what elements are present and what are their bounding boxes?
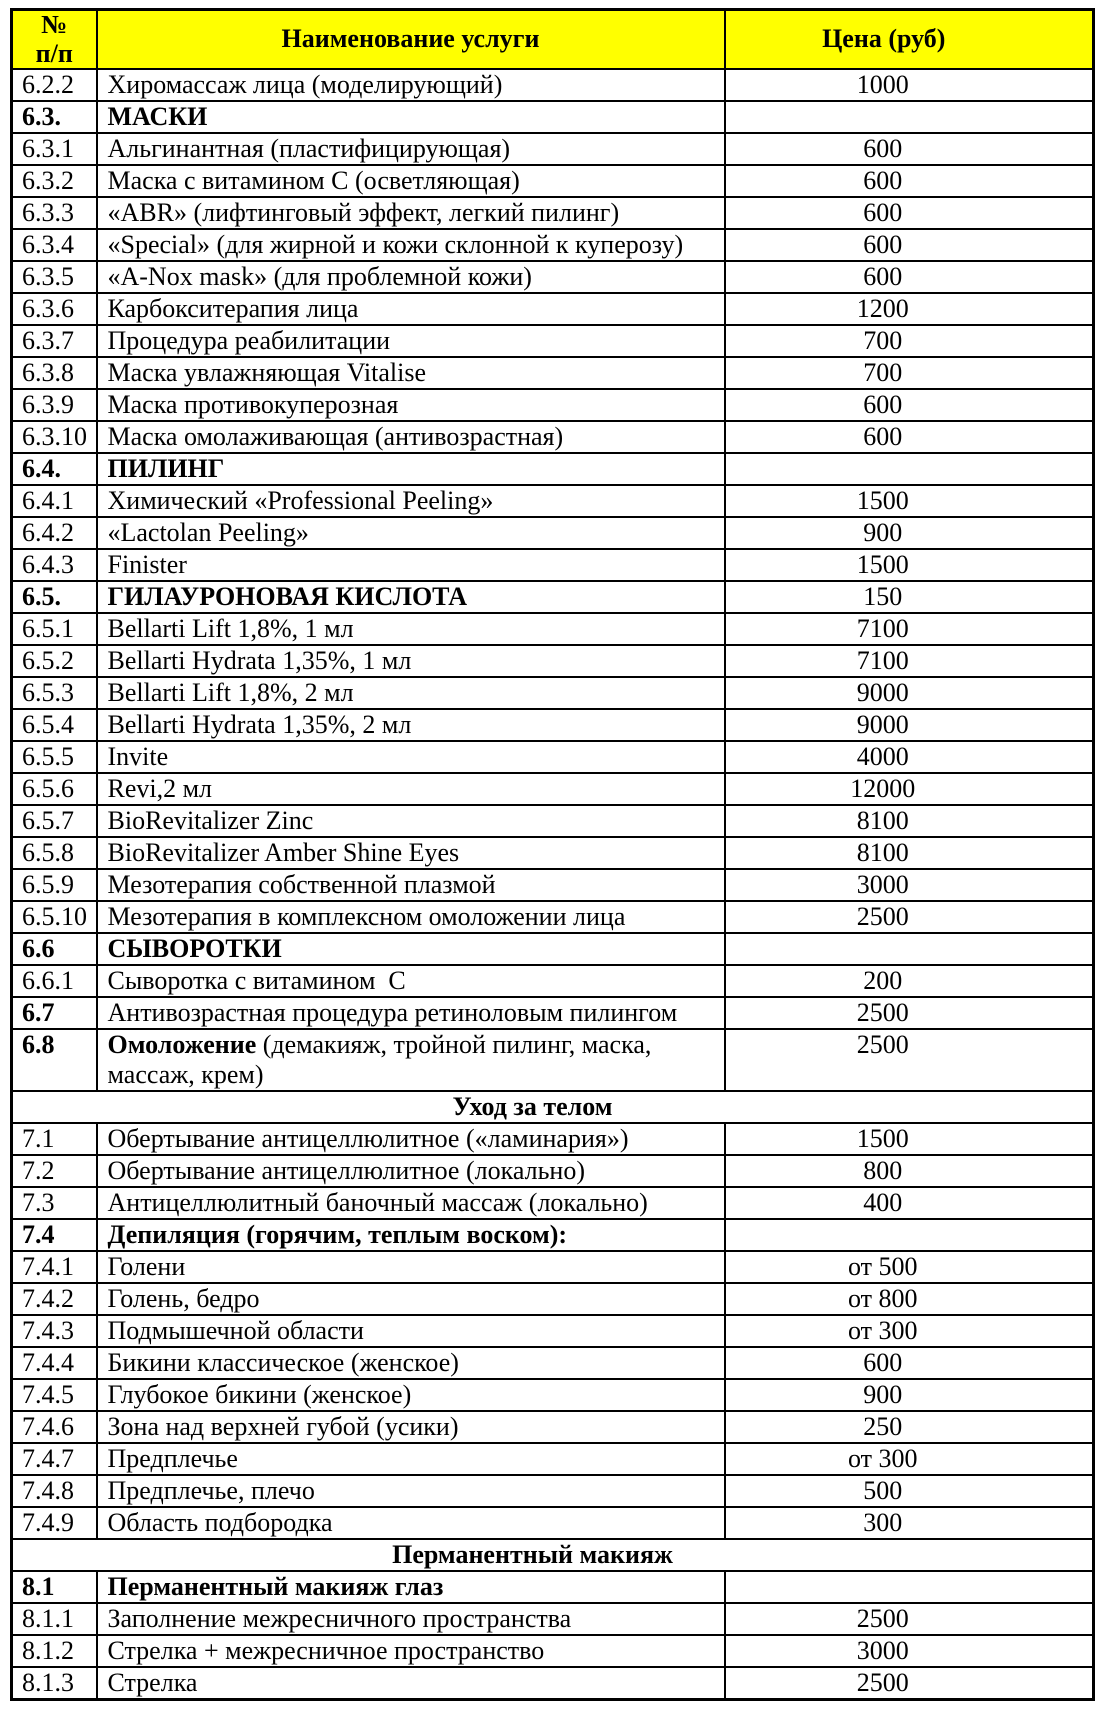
row-number-cell: 7.4.5 [12, 1379, 97, 1411]
row-number-cell: 6.3.2 [12, 165, 97, 197]
service-name-cell: Bellarti Lift 1,8%, 1 мл [97, 613, 725, 645]
price-cell: 600 [725, 261, 1094, 293]
price-cell: 600 [725, 1347, 1094, 1379]
table-row [12, 1315, 1094, 1347]
price-cell: 500 [725, 1475, 1094, 1507]
row-number-cell: 7.4.6 [12, 1411, 97, 1443]
price-cell: 1000 [725, 69, 1094, 101]
price-cell [725, 1219, 1094, 1251]
service-name-bold-part: Омоложение [107, 1030, 263, 1060]
header-price-column: Цена (руб) [725, 10, 1094, 70]
price-cell: 7100 [725, 645, 1094, 677]
service-name-cell: Подмышечной области [97, 1315, 725, 1347]
service-name-cell: Глубокое бикини (женское) [97, 1379, 725, 1411]
table-body [12, 69, 1094, 1700]
service-name-cell: Альгинантная (пластифицирующая) [97, 133, 725, 165]
table-row [12, 805, 1094, 837]
table-row [12, 1603, 1094, 1635]
row-number-cell: 6.7 [12, 997, 97, 1029]
price-cell: от 300 [725, 1443, 1094, 1475]
table-row [12, 709, 1094, 741]
row-number-cell: 7.4.7 [12, 1443, 97, 1475]
row-number-cell: 6.3.9 [12, 389, 97, 421]
row-number-cell: 6.3. [12, 101, 97, 133]
table-row [12, 1347, 1094, 1379]
row-number-cell: 7.3 [12, 1187, 97, 1219]
service-name-cell: Finister [97, 549, 725, 581]
price-cell: 150 [725, 581, 1094, 613]
row-number-cell: 8.1.3 [12, 1667, 97, 1700]
table-row [12, 261, 1094, 293]
service-name-cell: Bellarti Hydrata 1,35%, 1 мл [97, 645, 725, 677]
service-name-cell: Обертывание антицеллюлитное (локально) [97, 1155, 725, 1187]
service-name-rest: (демакияж, тройной пилинг, маска, массаж, крем) [107, 1030, 658, 1090]
row-number-cell: 6.5.10 [12, 901, 97, 933]
table-row [12, 1635, 1094, 1667]
row-number-cell: 6.2.2 [12, 69, 97, 101]
row-number-cell: 7.4.3 [12, 1315, 97, 1347]
section-label: Перманентный макияж [12, 1539, 1094, 1571]
price-cell: 600 [725, 165, 1094, 197]
service-name-cell: Бикини классическое (женское) [97, 1347, 725, 1379]
row-number-cell: 6.4.2 [12, 517, 97, 549]
service-name-cell: ПИЛИНГ [97, 453, 725, 485]
service-name-cell: Мезотерапия в комплексном омоложении лица [97, 901, 725, 933]
header-service-column: Наименование услуги [97, 10, 725, 70]
table-row [12, 773, 1094, 805]
table-row [12, 677, 1094, 709]
section-row [12, 1091, 1094, 1123]
row-number-cell: 7.4.4 [12, 1347, 97, 1379]
table-row [12, 901, 1094, 933]
service-name-cell: Карбокситерапия лица [97, 293, 725, 325]
service-name-cell: Предплечье, плечо [97, 1475, 725, 1507]
service-name-cell: «ABR» (лифтинговый эффект, легкий пилинг) [97, 197, 725, 229]
service-name-cell: Стрелка + межресничное пространство [97, 1635, 725, 1667]
row-number-cell: 7.2 [12, 1155, 97, 1187]
table-row [12, 101, 1094, 133]
table-row [12, 1155, 1094, 1187]
table-row [12, 69, 1094, 101]
row-number-cell: 6.3.6 [12, 293, 97, 325]
row-number-cell: 6.3.3 [12, 197, 97, 229]
service-name-cell: Invite [97, 741, 725, 773]
service-name-cell: Голени [97, 1251, 725, 1283]
row-number-cell: 7.4.1 [12, 1251, 97, 1283]
price-cell: 2500 [725, 1029, 1094, 1091]
service-name-cell: Голень, бедро [97, 1283, 725, 1315]
row-number-cell: 7.4 [12, 1219, 97, 1251]
price-cell: 1500 [725, 549, 1094, 581]
table-row [12, 1507, 1094, 1539]
header-number-line2: п/п [35, 38, 73, 68]
table-row [12, 549, 1094, 581]
table-row [12, 165, 1094, 197]
price-cell [725, 453, 1094, 485]
table-row [12, 421, 1094, 453]
service-name-cell: Маска противокуперозная [97, 389, 725, 421]
service-name-cell: Зона над верхней губой (усики) [97, 1411, 725, 1443]
price-cell: от 500 [725, 1251, 1094, 1283]
price-cell: 600 [725, 133, 1094, 165]
price-cell: 1500 [725, 485, 1094, 517]
price-cell: от 300 [725, 1315, 1094, 1347]
price-cell: 800 [725, 1155, 1094, 1187]
service-name-cell: Мезотерапия собственной плазмой [97, 869, 725, 901]
table-row [12, 453, 1094, 485]
price-cell: 250 [725, 1411, 1094, 1443]
table-row [12, 1411, 1094, 1443]
row-number-cell: 8.1 [12, 1571, 97, 1603]
price-cell: 9000 [725, 709, 1094, 741]
row-number-cell: 6.5.3 [12, 677, 97, 709]
table-row [12, 1667, 1094, 1700]
header-number-line1: № [41, 10, 68, 39]
row-number-cell: 8.1.1 [12, 1603, 97, 1635]
price-cell: 1200 [725, 293, 1094, 325]
table-row [12, 1571, 1094, 1603]
table-row [12, 1283, 1094, 1315]
row-number-cell: 6.5.1 [12, 613, 97, 645]
table-row [12, 1187, 1094, 1219]
service-name-cell: СЫВОРОТКИ [97, 933, 725, 965]
row-number-cell: 7.1 [12, 1123, 97, 1155]
table-row [12, 581, 1094, 613]
service-name-cell: «Special» (для жирной и кожи склонной к куперозу) [97, 229, 725, 261]
price-cell: 2500 [725, 997, 1094, 1029]
price-cell: 9000 [725, 677, 1094, 709]
row-number-cell: 6.3.8 [12, 357, 97, 389]
service-name-cell [97, 1029, 725, 1091]
row-number-cell: 6.3.4 [12, 229, 97, 261]
service-name-cell: Маска с витамином С (осветляющая) [97, 165, 725, 197]
price-cell: 600 [725, 389, 1094, 421]
table-row [12, 645, 1094, 677]
service-name-cell: Bellarti Lift 1,8%, 2 мл [97, 677, 725, 709]
table-row [12, 325, 1094, 357]
price-cell: 300 [725, 1507, 1094, 1539]
price-cell [725, 101, 1094, 133]
table-row [12, 933, 1094, 965]
price-cell: 1500 [725, 1123, 1094, 1155]
table-row [12, 1475, 1094, 1507]
row-number-cell: 6.5.7 [12, 805, 97, 837]
price-cell: 900 [725, 517, 1094, 549]
service-name-cell: Заполнение межресничного пространства [97, 1603, 725, 1635]
service-name-cell: Депиляция (горячим, теплым воском): [97, 1219, 725, 1251]
row-number-cell: 7.4.2 [12, 1283, 97, 1315]
row-number-cell: 6.6.1 [12, 965, 97, 997]
table-row [12, 741, 1094, 773]
service-name-cell: Антивозрастная процедура ретиноловым пилингом [97, 997, 725, 1029]
row-number-cell: 6.6 [12, 933, 97, 965]
service-name-cell: Маска увлажняющая Vitalise [97, 357, 725, 389]
price-cell: 700 [725, 357, 1094, 389]
price-cell: 200 [725, 965, 1094, 997]
price-cell: 4000 [725, 741, 1094, 773]
row-number-cell: 6.3.5 [12, 261, 97, 293]
row-number-cell: 6.5.4 [12, 709, 97, 741]
table-row [12, 357, 1094, 389]
price-cell: 7100 [725, 613, 1094, 645]
service-name-cell: ГИЛАУРОНОВАЯ КИСЛОТА [97, 581, 725, 613]
table-row [12, 1219, 1094, 1251]
service-name-cell: Химический «Professional Peeling» [97, 485, 725, 517]
row-number-cell: 7.4.9 [12, 1507, 97, 1539]
row-number-cell: 6.5.2 [12, 645, 97, 677]
table-row [12, 1251, 1094, 1283]
service-name-cell: Хиромассаж лица (моделирующий) [97, 69, 725, 101]
row-number-cell: 6.5. [12, 581, 97, 613]
table-row [12, 197, 1094, 229]
price-cell: 3000 [725, 1635, 1094, 1667]
table-row [12, 1123, 1094, 1155]
service-name-cell: Стрелка [97, 1667, 725, 1700]
table-row [12, 293, 1094, 325]
table-row [12, 837, 1094, 869]
price-cell: 600 [725, 229, 1094, 261]
service-name-cell: Обертывание антицеллюлитное («ламинария») [97, 1123, 725, 1155]
service-name-cell: Область подбородка [97, 1507, 725, 1539]
table-row [12, 869, 1094, 901]
price-cell: 8100 [725, 805, 1094, 837]
service-name-cell: Bellarti Hydrata 1,35%, 2 мл [97, 709, 725, 741]
table-row [12, 1443, 1094, 1475]
table-row [12, 517, 1094, 549]
row-number-cell: 8.1.2 [12, 1635, 97, 1667]
service-name-cell: Перманентный макияж глаз [97, 1571, 725, 1603]
price-cell: 2500 [725, 1603, 1094, 1635]
table-row [12, 389, 1094, 421]
price-cell: 700 [725, 325, 1094, 357]
price-cell: 2500 [725, 1667, 1094, 1700]
header-row [12, 10, 1094, 70]
service-name-cell: BioRevitalizer Amber Shine Eyes [97, 837, 725, 869]
section-row [12, 1539, 1094, 1571]
row-number-cell: 6.4.1 [12, 485, 97, 517]
service-name-cell: Сыворотка с витамином С [97, 965, 725, 997]
price-cell: 8100 [725, 837, 1094, 869]
table-row [12, 1379, 1094, 1411]
service-name-cell: BioRevitalizer Zinc [97, 805, 725, 837]
row-number-cell: 6.3.7 [12, 325, 97, 357]
price-cell: от 800 [725, 1283, 1094, 1315]
row-number-cell: 6.3.10 [12, 421, 97, 453]
row-number-cell: 6.4.3 [12, 549, 97, 581]
table-row [12, 965, 1094, 997]
row-number-cell: 7.4.8 [12, 1475, 97, 1507]
row-number-cell: 6.4. [12, 453, 97, 485]
service-name-cell: Процедура реабилитации [97, 325, 725, 357]
service-name-cell: МАСКИ [97, 101, 725, 133]
price-cell [725, 1571, 1094, 1603]
service-name-cell: «Lactolan Peeling» [97, 517, 725, 549]
price-cell: 2500 [725, 901, 1094, 933]
table-row [12, 229, 1094, 261]
price-cell: 400 [725, 1187, 1094, 1219]
price-cell: 600 [725, 197, 1094, 229]
service-name-cell: Антицеллюлитный баночный массаж (локально) [97, 1187, 725, 1219]
row-number-cell: 6.5.8 [12, 837, 97, 869]
row-number-cell: 6.5.5 [12, 741, 97, 773]
table-row [12, 1029, 1094, 1091]
table-row [12, 485, 1094, 517]
table-row [12, 613, 1094, 645]
service-name-cell: Предплечье [97, 1443, 725, 1475]
service-name-cell: Маска омолаживающая (антивозрастная) [97, 421, 725, 453]
service-name-cell: Revi,2 мл [97, 773, 725, 805]
service-name-cell: «A-Nox mask» (для проблемной кожи) [97, 261, 725, 293]
table-row [12, 133, 1094, 165]
price-cell: 600 [725, 421, 1094, 453]
row-number-cell: 6.3.1 [12, 133, 97, 165]
price-cell [725, 933, 1094, 965]
row-number-cell: 6.5.6 [12, 773, 97, 805]
price-cell: 12000 [725, 773, 1094, 805]
table-row [12, 997, 1094, 1029]
price-cell: 900 [725, 1379, 1094, 1411]
price-table [10, 8, 1095, 1701]
price-cell: 3000 [725, 869, 1094, 901]
row-number-cell: 6.5.9 [12, 869, 97, 901]
row-number-cell: 6.8 [12, 1029, 97, 1091]
header-number-column [12, 10, 97, 70]
section-label: Уход за телом [12, 1091, 1094, 1123]
